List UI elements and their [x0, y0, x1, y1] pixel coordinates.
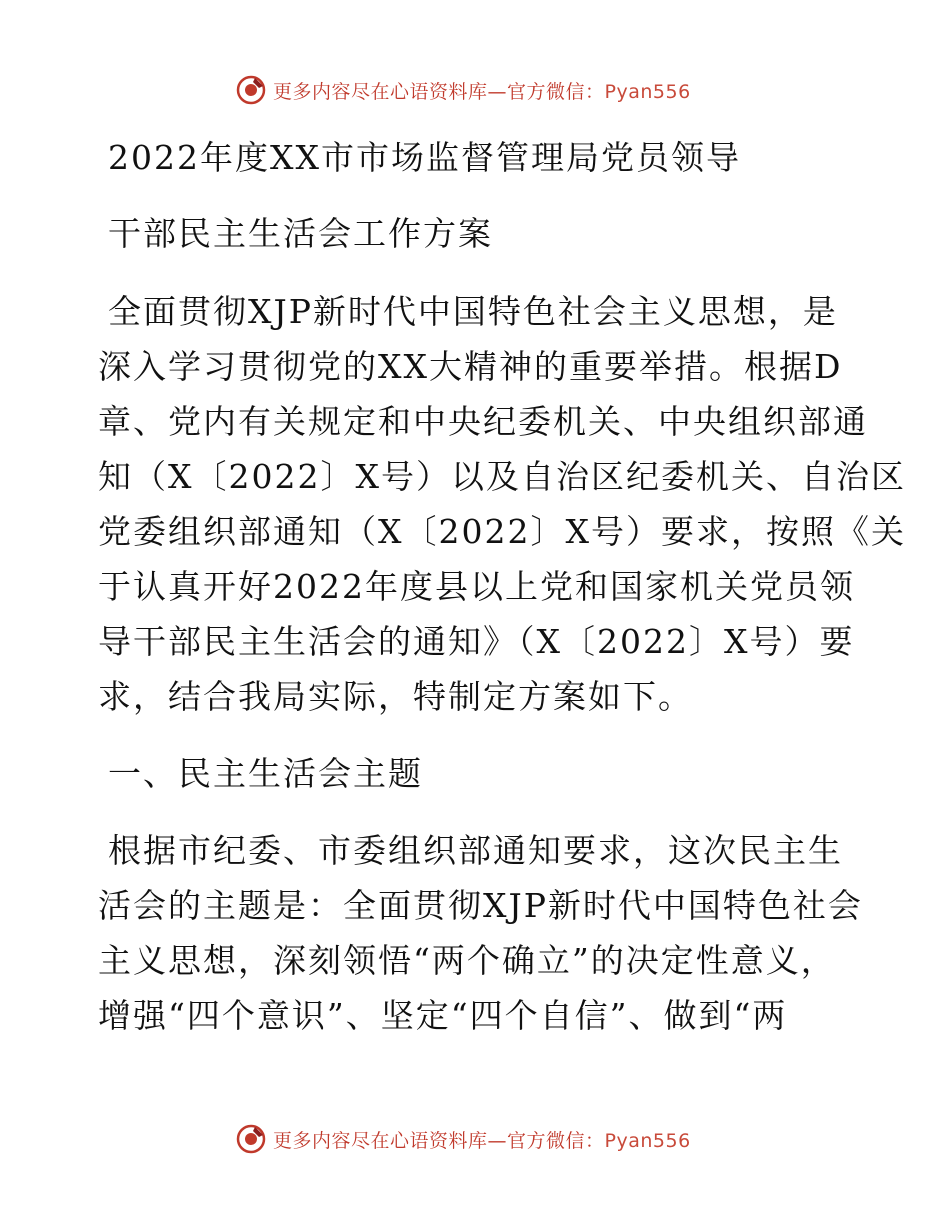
text-line: 根据市纪委、市委组织部通知要求，这次民主生 [108, 831, 843, 870]
watermark-text: 更多内容尽在心语资料库—官方微信：Pyan556 [273, 80, 691, 103]
document-title-line-1: 2022年度XX市市场监督管理局党员领导 [108, 138, 741, 177]
text-line: 深入学习贯彻党的XX大精神的重要举措。根据D [98, 347, 843, 386]
logo-icon [235, 74, 267, 106]
text-line: 求，结合我局实际，特制定方案如下。 [98, 677, 693, 716]
header-watermark [235, 72, 691, 108]
text-line: 增强“四个意识”、坚定“四个自信”、做到“两 [98, 996, 788, 1035]
text-line: 活会的主题是：全面贯彻XJP新时代中国特色社会 [98, 886, 863, 925]
text-line: 于认真开好2022年度县以上党和国家机关党员领 [98, 567, 855, 606]
text-line: 知（X〔2022〕X号）以及自治区纪委机关、自治区 [98, 457, 906, 496]
logo-icon [235, 1123, 267, 1155]
text-line: 章、党内有关规定和中央纪委机关、中央组织部通 [98, 402, 868, 441]
text-line: 导干部民主生活会的通知》（X〔2022〕X号）要 [98, 622, 855, 661]
document-title-line-2: 干部民主生活会工作方案 [108, 214, 493, 253]
intro-paragraph [98, 284, 906, 724]
section-heading: 一、民主生活会主题 [108, 754, 423, 793]
text-line: 主义思想，深刻领悟“两个确立”的决定性意义， [98, 941, 836, 980]
text-line: 全面贯彻XJP新时代中国特色社会主义思想，是 [108, 292, 838, 331]
section-paragraph [98, 823, 863, 1043]
watermark-text: 更多内容尽在心语资料库—官方微信：Pyan556 [273, 1129, 691, 1152]
document-body [98, 120, 906, 1043]
text-line: 党委组织部通知（X〔2022〕X号）要求，按照《关 [98, 512, 906, 551]
footer-watermark [235, 1121, 691, 1157]
